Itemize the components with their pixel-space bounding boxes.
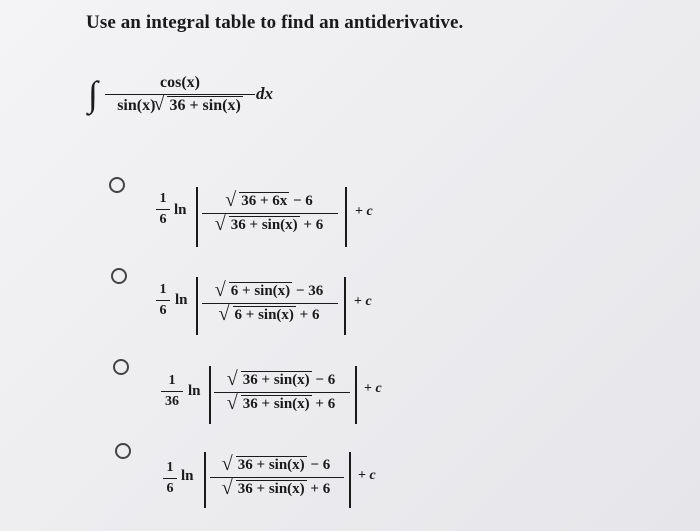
radicand: 36 + sin(x) xyxy=(242,396,310,413)
constant-c: c xyxy=(375,381,382,396)
option-3-radio[interactable] xyxy=(113,359,129,375)
denominator-radicand: 36 + sin(x) xyxy=(169,97,241,115)
fraction-bar xyxy=(105,94,255,95)
option-2-fraction xyxy=(202,283,338,324)
option-1-numerator xyxy=(227,193,313,209)
option-2-abs-left xyxy=(196,277,198,335)
coef-denominator: 6 xyxy=(159,212,167,228)
radicand: 36 + sin(x) xyxy=(237,457,305,473)
coef-numerator: 1 xyxy=(166,460,174,475)
option-1-abs-left xyxy=(196,187,198,247)
option-1-ln: ln xyxy=(174,202,187,218)
option-2-coefficient xyxy=(156,282,170,319)
option-2-abs-right xyxy=(344,277,346,335)
sqrt-symbol xyxy=(217,283,292,300)
sqrt-symbol xyxy=(221,307,296,324)
coef-numerator: 1 xyxy=(159,191,167,206)
numerator-tail: − 6 xyxy=(289,193,313,209)
option-4-coefficient xyxy=(163,460,177,497)
numerator-tail: − 6 xyxy=(306,457,331,473)
integral-sign: ∫ xyxy=(88,74,98,114)
differential: dx xyxy=(256,84,273,103)
denominator-tail: + 6 xyxy=(311,396,336,413)
option-2-constant xyxy=(354,294,372,310)
option-2-radio[interactable] xyxy=(111,268,127,284)
denominator-tail: + 6 xyxy=(295,307,320,324)
integrand-denominator xyxy=(105,97,255,115)
plus-sign: + xyxy=(358,468,370,483)
option-1-constant xyxy=(355,204,373,220)
plus-sign: + xyxy=(354,294,366,309)
option-1-denominator xyxy=(217,217,323,233)
option-3-fraction xyxy=(214,372,350,413)
option-4-abs-left xyxy=(204,452,206,508)
radicand: 36 + sin(x) xyxy=(242,372,310,388)
coef-numerator: 1 xyxy=(168,373,176,388)
option-4-abs-right xyxy=(349,452,351,508)
option-3-constant xyxy=(364,381,382,397)
coef-bar xyxy=(156,300,170,301)
denominator-tail: + 6 xyxy=(299,217,324,234)
question-text: Use an integral table to find an antiderivative. xyxy=(86,12,464,33)
option-3-denominator xyxy=(229,396,335,412)
sqrt-symbol xyxy=(229,396,312,413)
option-4-numerator xyxy=(224,457,330,473)
coef-bar xyxy=(163,478,177,479)
option-4-fraction xyxy=(210,457,344,498)
option-4-denominator xyxy=(224,481,330,497)
option-1-fraction xyxy=(202,193,338,234)
coef-denominator: 6 xyxy=(166,481,174,497)
option-3-ln: ln xyxy=(188,383,201,399)
integrand-numerator: cos(x) xyxy=(160,74,200,91)
sqrt-symbol xyxy=(229,372,312,389)
coef-bar xyxy=(156,209,170,210)
constant-c: c xyxy=(366,204,373,219)
coef-numerator: 1 xyxy=(159,282,167,297)
radicand: 36 + sin(x) xyxy=(230,217,298,234)
radicand: 36 + 6x xyxy=(241,193,288,209)
numerator-tail: − 6 xyxy=(311,372,336,388)
constant-c: c xyxy=(365,294,372,309)
option-1-coefficient xyxy=(156,191,170,228)
option-4-ln: ln xyxy=(181,468,194,484)
numerator-tail: − 36 xyxy=(292,283,324,299)
constant-c: c xyxy=(369,468,376,483)
plus-sign: + xyxy=(364,381,376,396)
plus-sign: + xyxy=(355,204,367,219)
option-4-constant xyxy=(358,468,376,484)
sqrt-symbol xyxy=(217,217,300,234)
option-1-abs-right xyxy=(345,187,347,247)
coef-denominator: 6 xyxy=(159,303,167,319)
integrand-fraction xyxy=(105,74,255,115)
denominator-tail: + 6 xyxy=(306,481,331,498)
sqrt-symbol xyxy=(224,457,307,474)
option-3-numerator xyxy=(229,372,335,388)
option-3-abs-left xyxy=(209,366,211,424)
radicand: 6 + sin(x) xyxy=(234,307,294,324)
coef-bar xyxy=(161,391,183,392)
option-3-abs-right xyxy=(355,366,357,424)
option-2-denominator xyxy=(221,307,320,323)
sqrt-symbol xyxy=(155,97,242,115)
option-2-ln: ln xyxy=(175,292,188,308)
sqrt-symbol xyxy=(224,481,307,498)
radicand: 6 + sin(x) xyxy=(230,283,291,299)
denominator-prefix: sin(x) xyxy=(117,97,156,115)
sqrt-symbol xyxy=(227,193,289,210)
coef-denominator: 36 xyxy=(165,394,179,410)
option-2-numerator xyxy=(217,283,323,299)
radicand: 36 + sin(x) xyxy=(237,481,305,498)
option-4-radio[interactable] xyxy=(115,443,131,459)
option-1-radio[interactable] xyxy=(109,177,125,193)
option-3-coefficient xyxy=(161,373,183,410)
